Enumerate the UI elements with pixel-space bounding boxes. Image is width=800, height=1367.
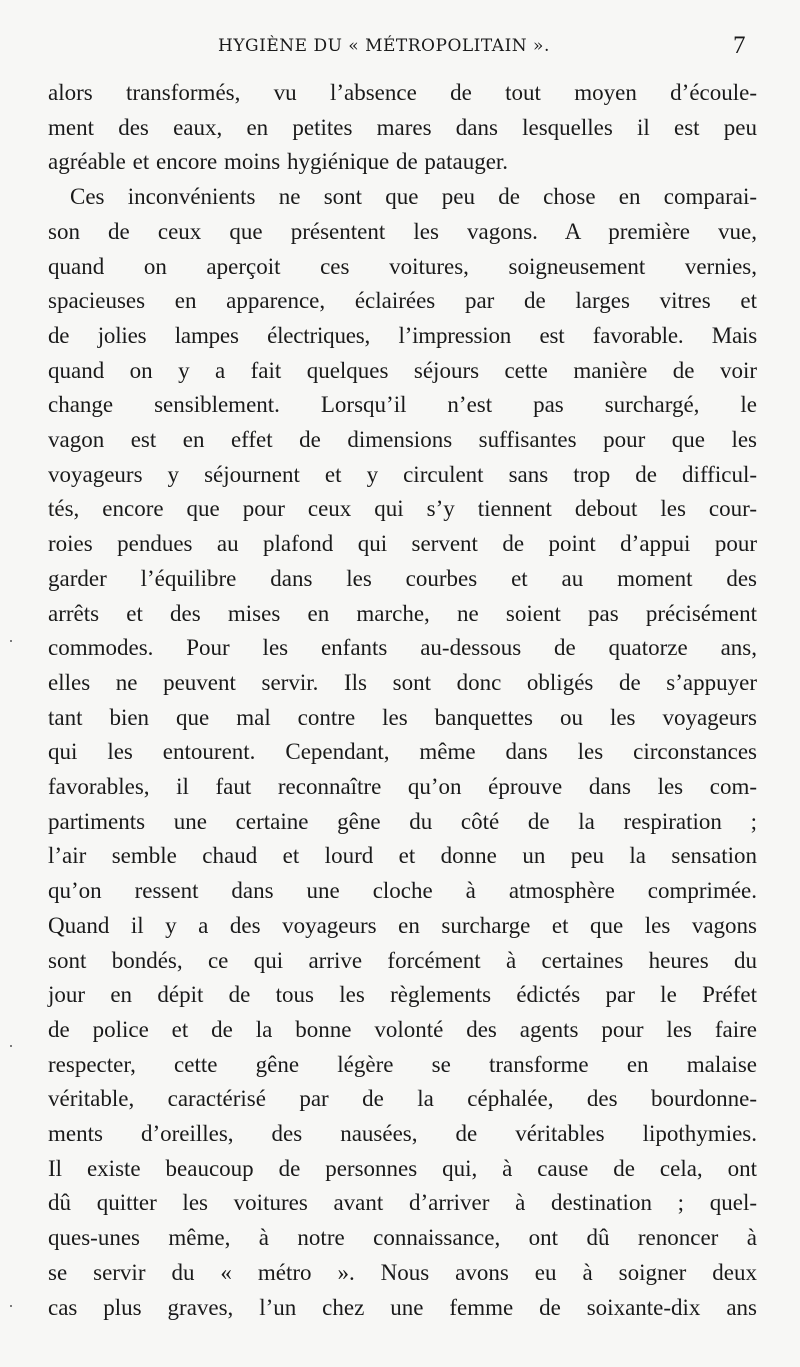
text-line: de jolies lampes électriques, l’impression est favorable. Mais: [48, 322, 757, 348]
text-line: qu’on ressent dans une cloche à atmosphère comprimée.: [48, 878, 757, 904]
page-header: [0, 32, 800, 66]
text-line: partiments une certaine gêne du côté de la respiration ;: [48, 808, 757, 834]
text-line: qui les entourent. Cependant, même dans les circonstances: [48, 739, 757, 765]
text-line: change sensiblement. Lorsqu’il n’est pas surchargé, le: [48, 392, 757, 418]
text-line: commodes. Pour les enfants au-dessous de quatorze ans,: [48, 635, 757, 661]
text-line: l’air semble chaud et lourd et donne un peu la sensation: [48, 843, 757, 869]
margin-speck: [10, 640, 12, 642]
text-line: spacieuses en apparence, éclairées par de larges vitres et: [48, 288, 757, 314]
text-line: sont bondés, ce qui arrive forcément à certaines heures du: [48, 947, 757, 973]
text-line: jour en dépit de tous les règlements édictés par le Préfet: [48, 982, 757, 1008]
text-line: agréable et encore moins hygiénique de patauger.: [48, 149, 509, 175]
text-line: se servir du « métro ». Nous avons eu à soigner deux: [48, 1259, 757, 1285]
text-line: de police et de la bonne volonté des agents pour les faire: [48, 1016, 757, 1042]
running-title: HYGIÈNE DU « MÉTROPOLITAIN ».: [218, 36, 550, 56]
text-line: Ces inconvénients ne sont que peu de chose en comparai-: [70, 184, 757, 210]
text-line: son de ceux que présentent les vagons. A première vue,: [48, 218, 757, 244]
margin-speck: [10, 1305, 12, 1307]
text-line: ques-unes même, à notre connaissance, ont dû renoncer à: [48, 1225, 757, 1251]
text-line: elles ne peuvent servir. Ils sont donc obligés de s’appuyer: [48, 669, 757, 695]
text-line: roies pendues au plafond qui servent de point d’appui pour: [48, 531, 757, 557]
text-line: véritable, caractérisé par de la céphalée, des bourdonne-: [48, 1086, 757, 1112]
text-line: quand on aperçoit ces voitures, soigneusement vernies,: [48, 253, 757, 279]
text-line: arrêts et des mises en marche, ne soient pas précisément: [48, 600, 757, 626]
text-line: dû quitter les voitures avant d’arriver à destination ; quel-: [48, 1190, 757, 1216]
text-line: respecter, cette gêne légère se transforme en malaise: [48, 1051, 757, 1077]
text-line: Quand il y a des voyageurs en surcharge et que les vagons: [48, 912, 757, 938]
text-line: tés, encore que pour ceux qui s’y tiennent debout les cour-: [48, 496, 757, 522]
text-line: voyageurs y séjournent et y circulent sans trop de difficul-: [48, 461, 757, 487]
text-line: garder l’équilibre dans les courbes et au moment des: [48, 565, 757, 591]
text-line: Il existe beaucoup de personnes qui, à cause de cela, ont: [48, 1155, 757, 1181]
text-line: ments d’oreilles, des nausées, de véritables lipothymies.: [48, 1121, 757, 1146]
text-line: quand on y a fait quelques séjours cette manière de voir: [48, 357, 757, 383]
text-line: cas plus graves, l’un chez une femme de soixante-dix ans: [48, 1294, 757, 1320]
text-line: alors transformés, vu l’absence de tout moyen d’écoule-: [48, 80, 757, 105]
text-line: ment des eaux, en petites mares dans lesquelles il est peu: [48, 114, 757, 140]
page-number: 7: [733, 32, 746, 59]
text-line: tant bien que mal contre les banquettes ou les voyageurs: [48, 704, 757, 730]
margin-speck: [10, 1045, 12, 1047]
text-line: favorables, il faut reconnaître qu’on éprouve dans les com-: [48, 774, 757, 799]
text-line: vagon est en effet de dimensions suffisantes pour que les: [48, 427, 757, 452]
